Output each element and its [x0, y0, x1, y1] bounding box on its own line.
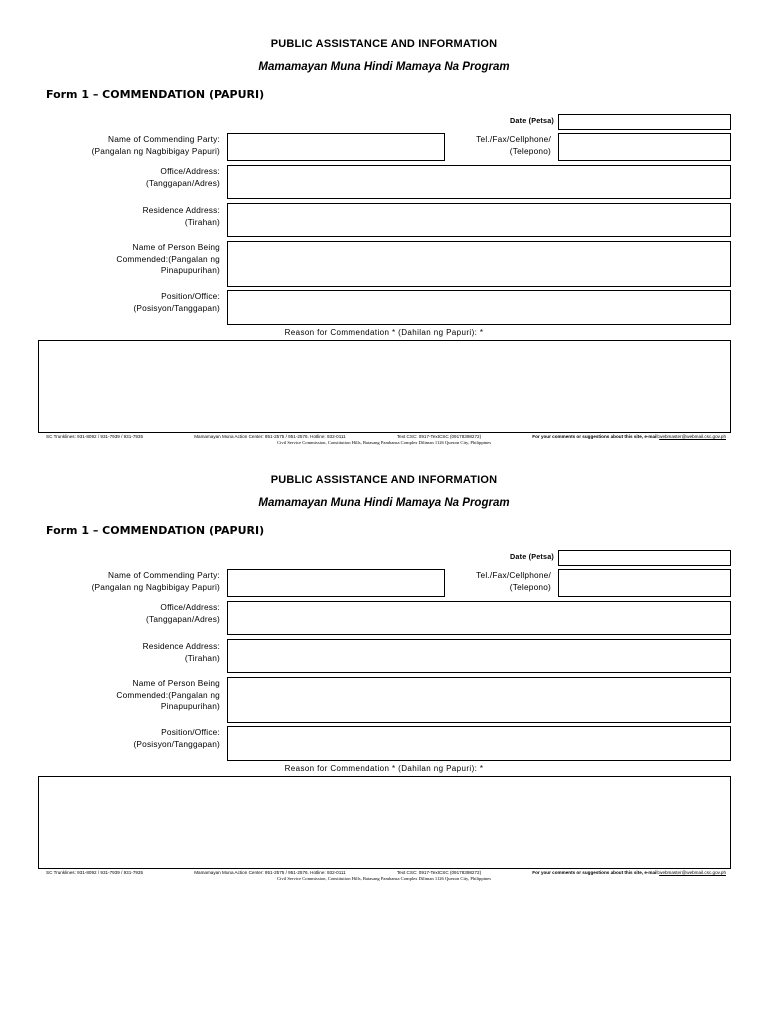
- footer-contacts: SC Trunklines: 931-8092 / 931-7939 / 931-7935 Mamamayan Muna Action Center: 951-2575 / 951-2576. Hotline: 932-0111 Text CSC: 0917-TextCSC (09178398272) For your comments or suggestions about this site, e-mail:webmaster@webmail.csc.gov.ph: [46, 434, 726, 439]
- date-label: Date (Petsa): [510, 552, 554, 561]
- reason-field[interactable]: [38, 340, 731, 433]
- position-office-field[interactable]: [227, 290, 731, 325]
- person-commended-label: Name of Person Being Commended:(Pangalan ng Pinapupurihan): [116, 678, 220, 711]
- commendation-form-2: [0, 436, 768, 881]
- person-commended-field[interactable]: [227, 677, 731, 723]
- position-office-label: Position/Office: (Posisyon/Tanggapan): [133, 291, 220, 313]
- date-field[interactable]: [558, 114, 731, 130]
- form-label: Form 1 – COMMENDATION (PAPURI): [46, 88, 265, 101]
- telephone-label: Tel./Fax/Cellphone/ (Telepono): [476, 570, 551, 592]
- commending-party-label: Name of Commending Party: (Pangalan ng Nagbibigay Papuri): [91, 134, 220, 156]
- footer-address: Civil Service Commission, Constitution Hills, Batasang Pambansa Complex Diliman 1126 Quezon City, Philippines: [276, 876, 492, 881]
- commendation-form-1: [0, 0, 768, 445]
- date-label: Date (Petsa): [510, 116, 554, 125]
- telephone-field[interactable]: [558, 569, 731, 597]
- office-address-label: Office/Address: (Tanggapan/Adres): [146, 602, 220, 624]
- office-address-field[interactable]: [227, 165, 731, 199]
- position-office-label: Position/Office: (Posisyon/Tanggapan): [133, 727, 220, 749]
- office-address-field[interactable]: [227, 601, 731, 635]
- webmaster-email-link[interactable]: webmaster@webmail.csc.gov.ph: [659, 870, 726, 875]
- form-title: PUBLIC ASSISTANCE AND INFORMATION: [270, 38, 498, 50]
- program-subtitle: Mamamayan Muna Hindi Mamaya Na Program: [258, 61, 510, 73]
- position-office-field[interactable]: [227, 726, 731, 761]
- date-field[interactable]: [558, 550, 731, 566]
- residence-address-field[interactable]: [227, 639, 731, 673]
- commending-party-field[interactable]: [227, 133, 445, 161]
- reason-field[interactable]: [38, 776, 731, 869]
- telephone-field[interactable]: [558, 133, 731, 161]
- commending-party-label: Name of Commending Party: (Pangalan ng Nagbibigay Papuri): [91, 570, 220, 592]
- person-commended-label: Name of Person Being Commended:(Pangalan ng Pinapupurihan): [116, 242, 220, 275]
- reason-label: Reason for Commendation * (Dahilan ng Papuri): *: [284, 328, 484, 337]
- footer-contacts: SC Trunklines: 931-8092 / 931-7939 / 931-7935 Mamamayan Muna Action Center: 951-2575 / 951-2576. Hotline: 932-0111 Text CSC: 0917-TextCSC (09178398272) For your comments or suggestions about this site, e-mail:webmaster@webmail.csc.gov.ph: [46, 870, 726, 875]
- reason-label: Reason for Commendation * (Dahilan ng Papuri): *: [284, 764, 484, 773]
- form-title: PUBLIC ASSISTANCE AND INFORMATION: [270, 474, 498, 486]
- person-commended-field[interactable]: [227, 241, 731, 287]
- footer-address: Civil Service Commission, Constitution Hills, Batasang Pambansa Complex Diliman 1126 Quezon City, Philippines: [276, 440, 492, 445]
- webmaster-email-link[interactable]: webmaster@webmail.csc.gov.ph: [659, 434, 726, 439]
- telephone-label: Tel./Fax/Cellphone/ (Telepono): [476, 134, 551, 156]
- program-subtitle: Mamamayan Muna Hindi Mamaya Na Program: [258, 497, 510, 509]
- form-label: Form 1 – COMMENDATION (PAPURI): [46, 524, 265, 537]
- residence-address-label: Residence Address: (Tirahan): [142, 205, 220, 227]
- residence-address-field[interactable]: [227, 203, 731, 237]
- residence-address-label: Residence Address: (Tirahan): [142, 641, 220, 663]
- office-address-label: Office/Address: (Tanggapan/Adres): [146, 166, 220, 188]
- commending-party-field[interactable]: [227, 569, 445, 597]
